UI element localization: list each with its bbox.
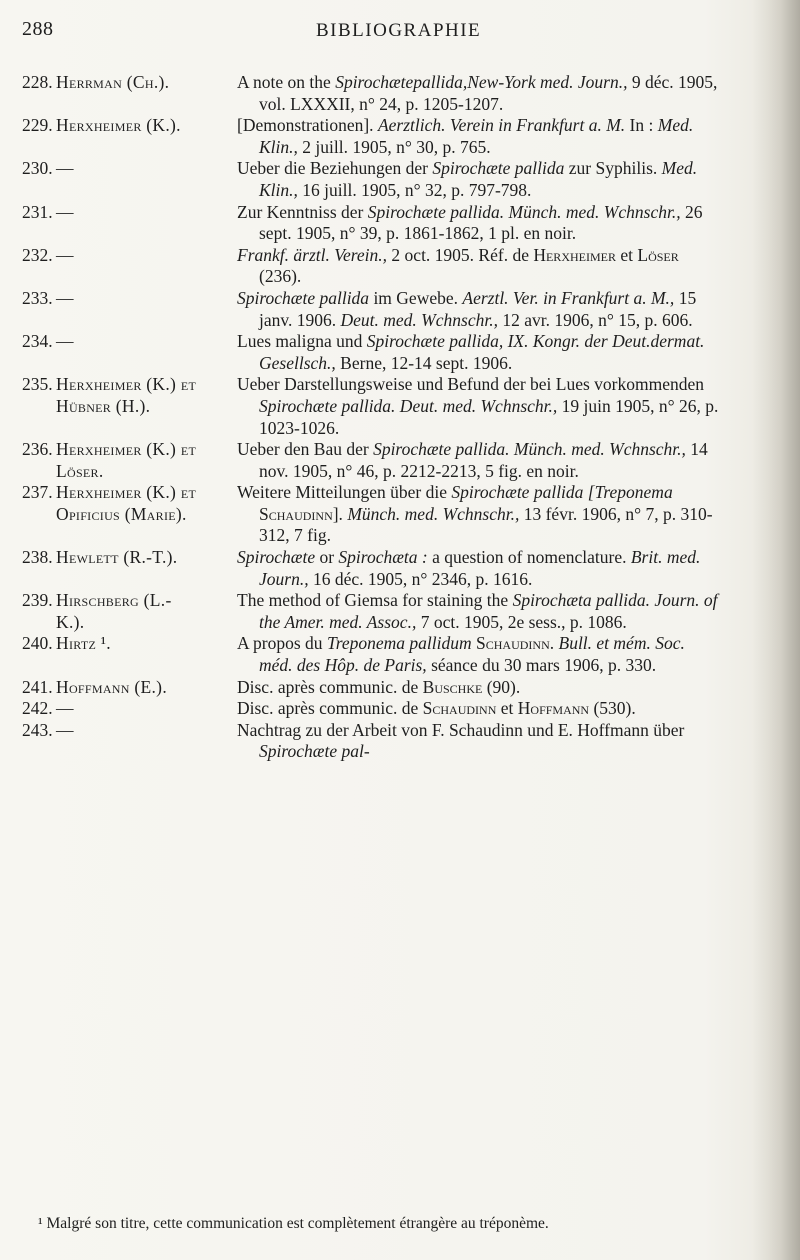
- citation-segment: Disc. après communic. de: [237, 698, 423, 719]
- entry-author: Herxheimer (K.) et: [56, 482, 197, 503]
- entry-citation: [237, 439, 722, 482]
- citation-segment: Zur Kenntniss der: [237, 201, 368, 222]
- bibliography-entry: [22, 115, 722, 158]
- citation-segment: ].: [332, 503, 348, 524]
- bibliography-entry: [22, 677, 722, 699]
- citation-italic-segment: Spirochæte pallida. Deut. med. Wchnschr.,: [259, 395, 558, 416]
- citation-italic-segment: Spirochæte pallida [Treponema: [451, 482, 673, 503]
- bibliography-entry: [22, 698, 722, 720]
- entry-number: 232.: [22, 244, 53, 265]
- entry-author: Hoffmann (E.).: [56, 676, 167, 697]
- bibliography-entry: [22, 245, 722, 288]
- entry-citation-text: [237, 482, 722, 547]
- bibliography-entry: [22, 590, 722, 633]
- citation-smallcaps-segment: Schaudinn.: [476, 633, 555, 654]
- citation-segment: Nachtrag zu der Arbeit von F. Schaudinn und E. Hoffmann über: [237, 719, 685, 740]
- running-title: BIBLIOGRAPHIE: [316, 20, 482, 41]
- entry-author: Herxheimer (K.) et: [56, 439, 197, 460]
- entry-author-column: [22, 482, 237, 525]
- citation-segment: A propos du: [237, 633, 327, 654]
- entry-author-column: [22, 202, 237, 224]
- entry-number: 237.: [22, 482, 53, 503]
- entry-author: Herxheimer (K.) et: [56, 374, 197, 395]
- entry-number: 236.: [22, 439, 53, 460]
- entry-number: 234.: [22, 331, 53, 352]
- entry-author-column: [22, 547, 237, 569]
- citation-italic-segment: Spirochæte: [237, 547, 316, 568]
- entry-number: 239.: [22, 590, 53, 611]
- citation-segment: im Gewebe.: [369, 287, 463, 308]
- entry-citation: [237, 245, 722, 288]
- entry-author-column: [22, 720, 237, 742]
- entry-author-column: [22, 158, 237, 180]
- citation-segment: Weitere Mitteilungen über die: [237, 482, 452, 503]
- entry-author-column: [22, 439, 237, 482]
- citation-smallcaps-segment: Hoffmann: [517, 698, 590, 719]
- entry-citation-text: [237, 245, 722, 288]
- citation-italic-segment: Spirochætepallida,New-York med. Journ.,: [335, 72, 628, 92]
- citation-italic-segment: Spirochæte pallida. Münch. med. Wchnschr.,: [373, 439, 686, 460]
- citation-segment: The method of Giemsa for staining the: [237, 590, 513, 611]
- entry-author-continued: Opificius (Marie).: [56, 503, 187, 524]
- citation-segment: A note on the: [237, 72, 336, 92]
- citation-smallcaps-segment: Schaudinn: [259, 503, 333, 524]
- citation-segment: Ueber Darstellungsweise und Befund der bei Lues vorkommenden: [237, 374, 705, 395]
- citation-segment: Lues maligna und: [237, 331, 367, 352]
- entry-author: —: [56, 698, 74, 719]
- citation-segment: [Demonstrationen].: [237, 115, 378, 136]
- citation-segment: (90).: [482, 676, 521, 697]
- citation-segment: et: [615, 244, 638, 265]
- entry-author-continued: Löser.: [56, 460, 104, 481]
- citation-italic-segment: Münch. med. Wchnschr.,: [347, 503, 520, 524]
- entry-author: Herxheimer (K.).: [56, 115, 181, 136]
- entry-author-column: [22, 288, 237, 310]
- citation-segment: 19 juin 1905, n° 26, p. 1023-1026.: [259, 395, 719, 438]
- citation-segment: séance du 30 mars 1906, p. 330.: [426, 655, 657, 676]
- bibliography-entry: [22, 374, 722, 439]
- citation-italic-segment: Spirochæta :: [338, 547, 428, 568]
- entry-citation-text: [237, 202, 722, 245]
- entry-number: 235.: [22, 374, 53, 395]
- entry-citation: [237, 547, 722, 590]
- citation-italic-segment: Spirochæte pallida. Münch. med. Wchnschr.,: [367, 201, 681, 222]
- entry-number: 229.: [22, 115, 53, 136]
- citation-smallcaps-segment: Schaudinn: [422, 698, 497, 719]
- citation-italic-segment: Aerztl. Ver. in Frankfurt a. M.,: [462, 287, 675, 308]
- entry-number: 228.: [22, 72, 53, 92]
- entry-author-column: [22, 72, 237, 94]
- entry-citation: [237, 374, 722, 439]
- entry-citation-text: [237, 158, 722, 201]
- entry-author: Herrman (Ch.).: [56, 72, 170, 92]
- entry-author: Hirschberg (L.-: [56, 590, 172, 611]
- entry-citation: [237, 72, 722, 115]
- entry-number: 233.: [22, 287, 53, 308]
- entry-citation: [237, 202, 722, 245]
- citation-segment: 16 juill. 1905, n° 32, p. 797-798.: [297, 179, 532, 200]
- entry-citation-text: [237, 288, 722, 331]
- entry-author-continued: K.).: [56, 611, 85, 632]
- entry-author: —: [56, 331, 74, 352]
- entry-author-column: [22, 590, 237, 633]
- bibliography-entry: [22, 202, 722, 245]
- citation-segment: (530).: [589, 698, 636, 719]
- entry-citation-text: [237, 633, 722, 676]
- entry-citation-text: [237, 331, 722, 374]
- citation-segment: 26 sept. 1905, n° 39, p. 1861-1862, 1 pl. en noir.: [259, 201, 703, 244]
- entry-author: Hirtz ¹.: [56, 633, 111, 654]
- entry-author: —: [56, 201, 74, 222]
- entry-citation: [237, 633, 722, 676]
- page-gutter-shadow: [752, 0, 800, 1260]
- citation-segment: 7 oct. 1905, 2e sess., p. 1086.: [416, 611, 627, 632]
- entry-author: —: [56, 158, 74, 179]
- entry-citation-text: [237, 72, 722, 115]
- citation-segment: 2 juill. 1905, n° 30, p. 765.: [297, 136, 491, 157]
- bibliography-entry: [22, 331, 722, 374]
- entry-number: 241.: [22, 676, 53, 697]
- bibliography-list: [22, 72, 722, 763]
- citation-italic-segment: Aerztlich. Verein in Frankfurt a. M.: [377, 115, 626, 136]
- footnote-text: ¹ Malgré son titre, cette communication est complètement étrangère au tréponème.: [38, 1215, 549, 1232]
- entry-citation: [237, 590, 722, 633]
- citation-italic-segment: Brit. med. Journ.,: [259, 547, 701, 589]
- entry-author-column: [22, 633, 237, 655]
- citation-segment: a question of nomenclature.: [427, 547, 631, 568]
- citation-smallcaps-segment: Buschke: [422, 676, 483, 697]
- entry-citation: [237, 115, 722, 158]
- running-head: [22, 18, 722, 48]
- bibliography-entry: [22, 720, 722, 763]
- entry-citation-text: [237, 115, 722, 158]
- citation-segment: or: [315, 547, 339, 568]
- entry-citation: [237, 482, 722, 547]
- bibliography-entry: [22, 482, 722, 547]
- entry-citation-text: [237, 698, 722, 720]
- citation-segment: In :: [625, 115, 658, 136]
- citation-segment: zur Syphilis.: [564, 158, 662, 179]
- citation-segment: 9 déc. 1905, vol. LXXXII, n° 24, p. 1205-1207.: [259, 72, 718, 114]
- citation-segment: Ueber den Bau der: [237, 439, 374, 460]
- entry-citation-text: [237, 677, 722, 699]
- citation-italic-segment: Bull. et mém. Soc. méd. des Hôp. de Paris,: [259, 633, 685, 676]
- entry-author-column: [22, 245, 237, 267]
- entry-number: 231.: [22, 201, 53, 222]
- entry-citation-text: [237, 439, 722, 482]
- entry-number: 238.: [22, 547, 53, 568]
- citation-segment: Disc. après communic. de: [237, 676, 423, 697]
- citation-italic-segment: Spirochæte pallida: [237, 287, 370, 308]
- entry-author: —: [56, 719, 74, 740]
- entry-author: Hewlett (R.-T.).: [56, 547, 178, 568]
- citation-segment: 13 févr. 1906, n° 7, p. 310-312, 7 fig.: [259, 503, 713, 546]
- citation-italic-segment: Spirochæte pal-: [259, 741, 370, 762]
- bibliography-entry: [22, 547, 722, 590]
- citation-segment: et: [496, 698, 518, 719]
- citation-segment: 16 déc. 1905, n° 2346, p. 1616.: [308, 568, 533, 589]
- entry-author: —: [56, 244, 74, 265]
- entry-citation-text: [237, 720, 722, 763]
- citation-segment: Berne, 12-14 sept. 1906.: [335, 352, 513, 373]
- citation-italic-segment: Deut. med. Wchnschr.,: [340, 309, 498, 330]
- entry-number: 243.: [22, 719, 53, 740]
- bibliography-entry: [22, 72, 722, 115]
- citation-italic-segment: Spirochæta pallida. Journ. of the Amer. med. Assoc.,: [259, 590, 718, 632]
- entry-citation-text: [237, 590, 722, 633]
- entry-author-column: [22, 115, 237, 137]
- citation-italic-segment: Frankf. ärztl. Verein.,: [237, 244, 388, 265]
- entry-citation: [237, 158, 722, 201]
- entry-number: 240.: [22, 633, 53, 654]
- entry-citation: [237, 677, 722, 699]
- citation-italic-segment: Med. Klin.,: [259, 115, 694, 157]
- citation-italic-segment: Spirochæte pallida, IX. Kongr. der Deut.dermat. Gesellsch.,: [259, 331, 705, 373]
- entry-citation: [237, 698, 722, 720]
- entry-number: 242.: [22, 698, 53, 719]
- citation-segment: (236).: [259, 266, 302, 287]
- citation-italic-segment: Treponema pallidum: [326, 633, 472, 654]
- entry-citation: [237, 331, 722, 374]
- citation-segment: 15 janv. 1906.: [259, 287, 697, 330]
- bibliography-entry: [22, 633, 722, 676]
- entry-number: 230.: [22, 158, 53, 179]
- citation-smallcaps-segment: Herxheimer: [533, 244, 616, 265]
- citation-segment: 14 nov. 1905, n° 46, p. 2212-2213, 5 fig. en noir.: [259, 439, 708, 481]
- bibliography-entry: [22, 288, 722, 331]
- entry-citation: [237, 288, 722, 331]
- citation-segment: 2 oct. 1905. Réf. de: [387, 244, 534, 265]
- entry-citation: [237, 720, 722, 763]
- citation-segment: 12 avr. 1906, n° 15, p. 606.: [497, 309, 693, 330]
- entry-author-column: [22, 374, 237, 417]
- entry-author-continued: Hübner (H.).: [56, 395, 151, 416]
- citation-italic-segment: Spirochæte pallida: [432, 158, 565, 179]
- page-number: 288: [22, 18, 54, 40]
- citation-segment: Ueber die Beziehungen der: [237, 158, 433, 179]
- entry-author-column: [22, 677, 237, 699]
- entry-author: —: [56, 287, 74, 308]
- bibliography-entry: [22, 439, 722, 482]
- citation-italic-segment: Med. Klin.,: [259, 158, 698, 200]
- citation-smallcaps-segment: Löser: [637, 244, 679, 265]
- entry-author-column: [22, 331, 237, 353]
- footnote: [22, 1214, 722, 1233]
- bibliography-entry: [22, 158, 722, 201]
- entry-citation-text: [237, 374, 722, 439]
- entry-citation-text: [237, 547, 722, 590]
- entry-author-column: [22, 698, 237, 720]
